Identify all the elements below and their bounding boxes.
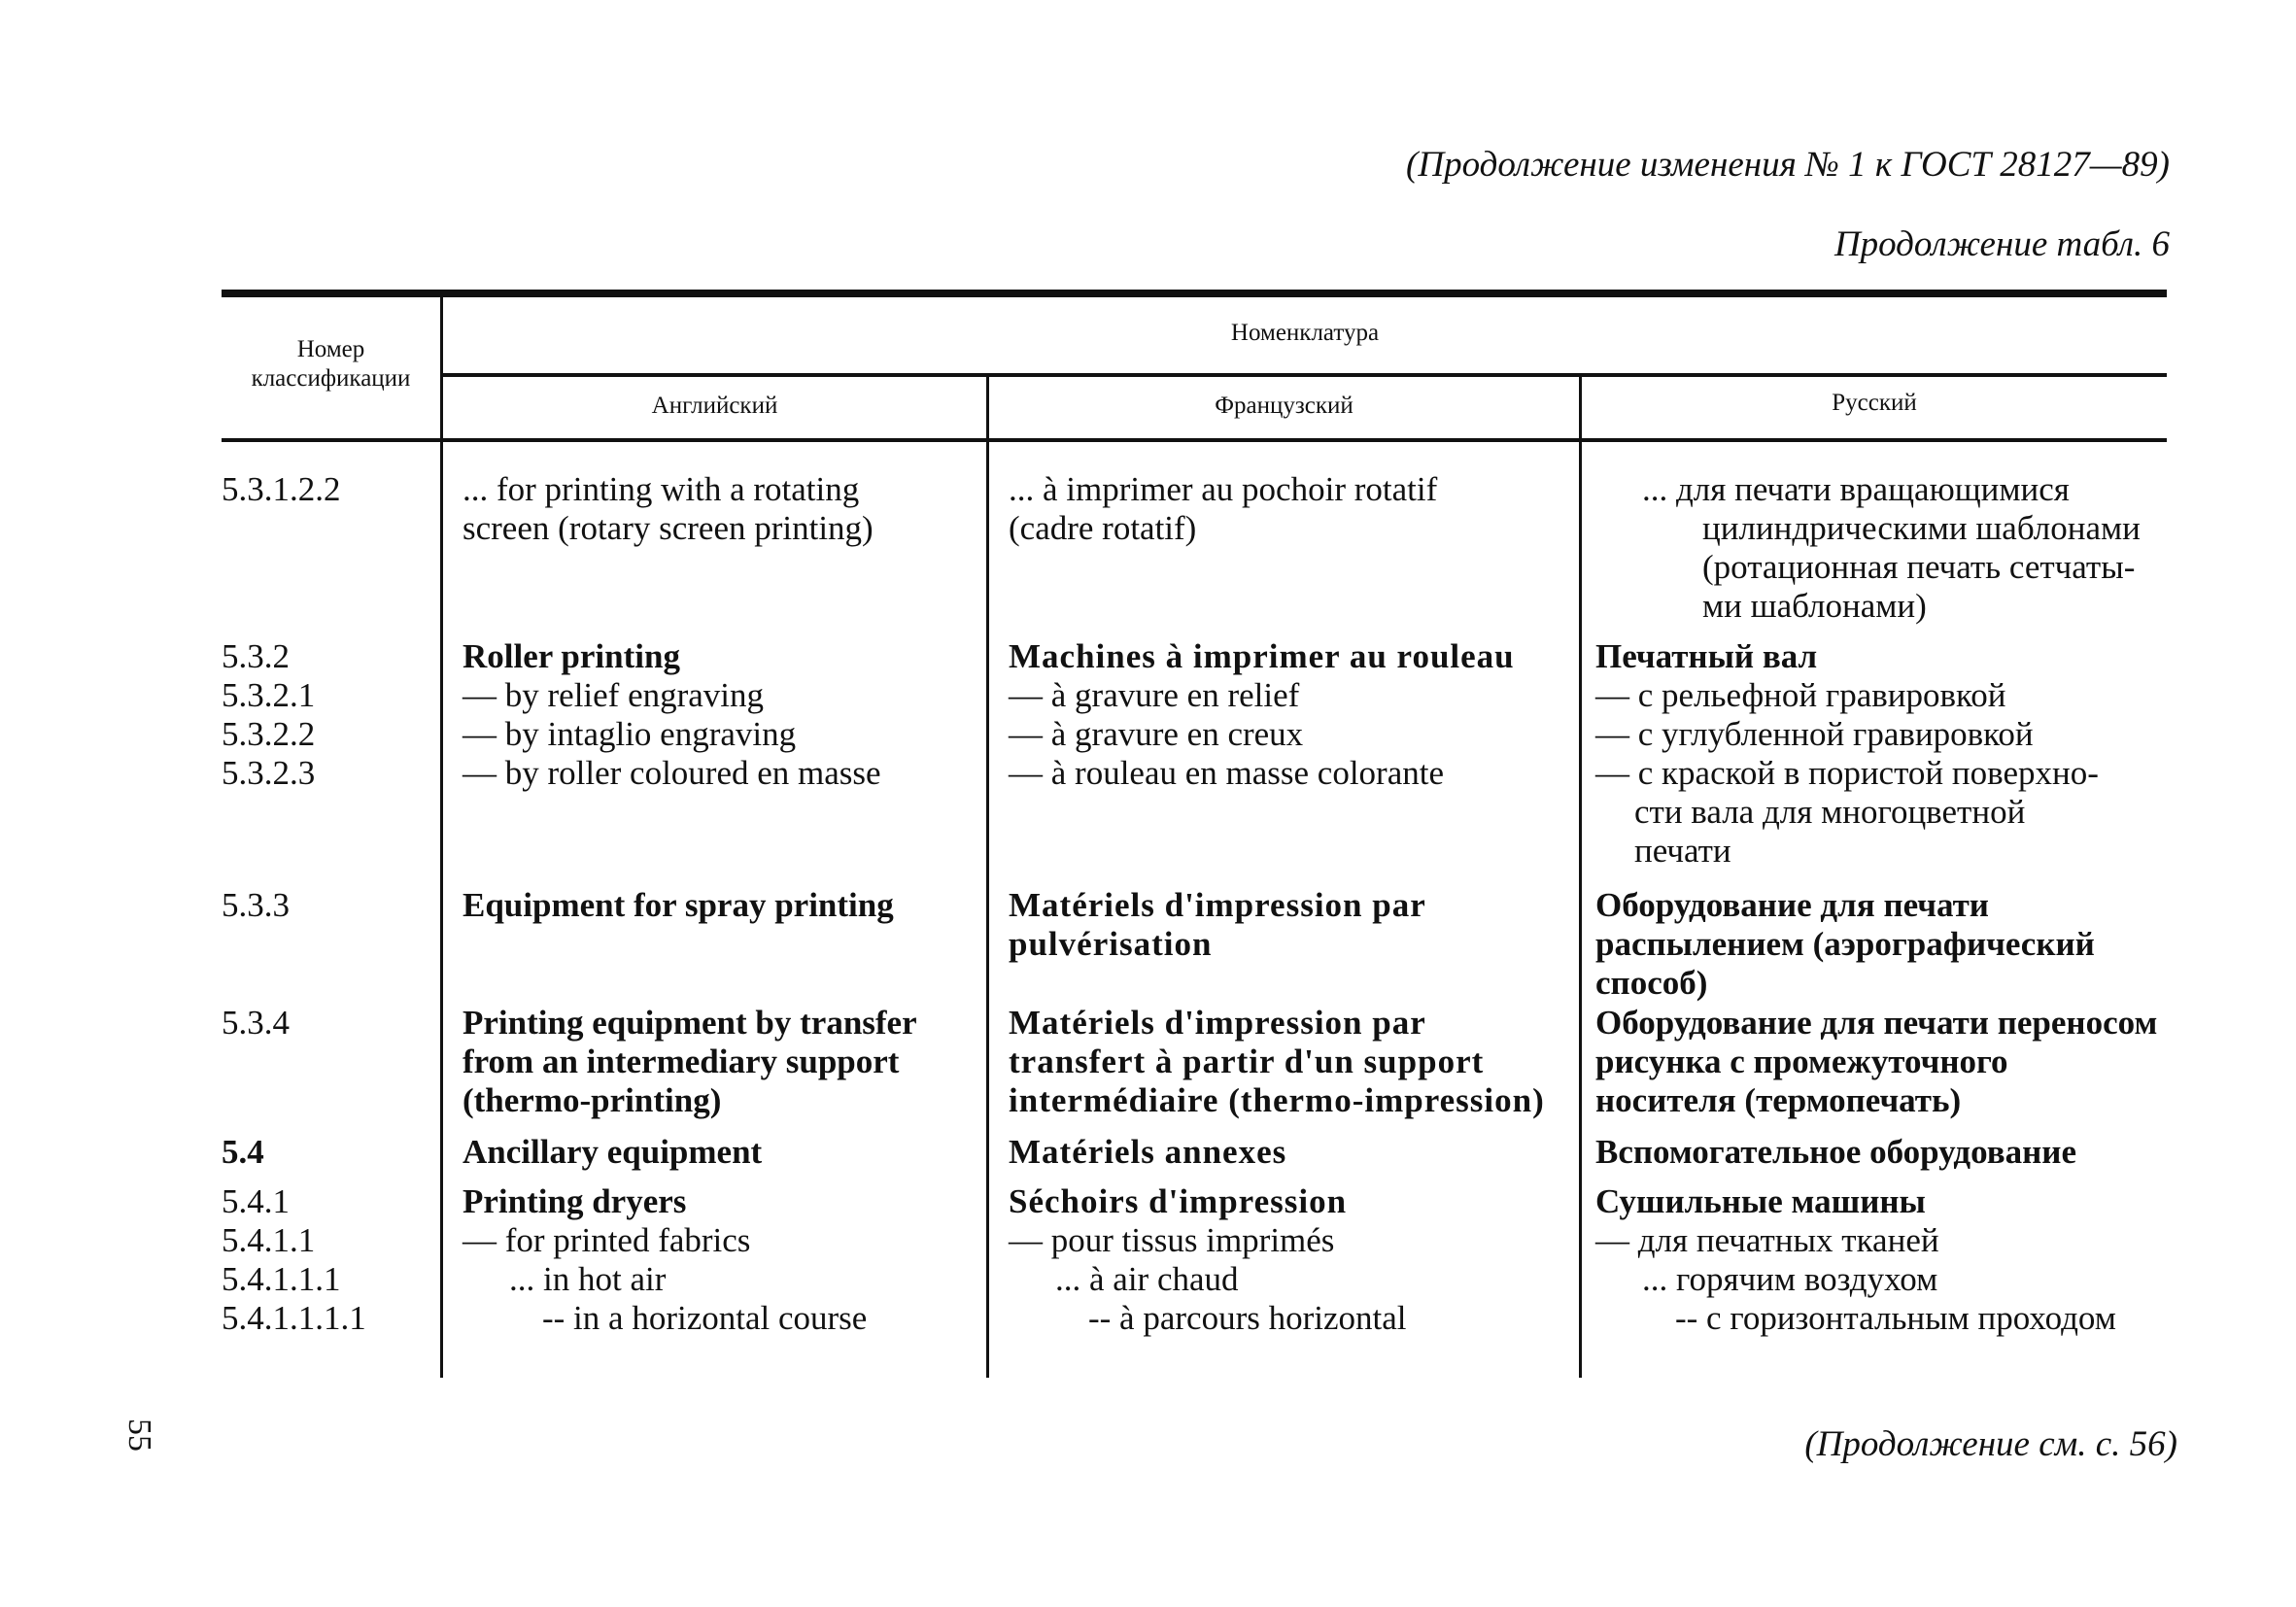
russian-term: Оборудование для печати переносом	[1595, 1004, 2158, 1042]
french-term: — à gravure en creux	[1009, 715, 1304, 753]
english-term: — by relief engraving	[463, 676, 765, 714]
french-term: -- à parcours horizontal	[1088, 1299, 1407, 1337]
table-row-english	[463, 1133, 762, 1172]
english-term: -- in a horizontal course	[542, 1299, 868, 1337]
table-row-russian	[1595, 1182, 2116, 1338]
french-term: Matériels annexes	[1009, 1133, 1287, 1171]
table-row-french	[1009, 1182, 1407, 1338]
english-term: — by intaglio engraving	[463, 715, 797, 753]
russian-term: цилиндрическими шаблонами	[1702, 509, 2141, 547]
french-term: Machines à imprimer au rouleau	[1009, 637, 1515, 675]
table-row-french	[1009, 1133, 1286, 1172]
english-term: — for printed fabrics	[463, 1221, 751, 1259]
table-row-english	[463, 1004, 917, 1120]
table-row-number	[222, 1133, 435, 1172]
table-row-english	[463, 1182, 867, 1338]
french-term: — à rouleau en masse colorante	[1009, 754, 1445, 792]
french-term: — pour tissus imprimés	[1009, 1221, 1335, 1259]
french-term: ... à imprimer au pochoir rotatif	[1009, 470, 1438, 508]
table-row-english	[463, 470, 874, 548]
french-term: ... à air chaud	[1055, 1260, 1239, 1298]
russian-term: носителя (термопечать)	[1595, 1081, 1962, 1119]
english-term: ... in hot air	[509, 1260, 667, 1298]
english-term: screen (rotary screen printing)	[463, 509, 874, 547]
table-top-rule	[222, 290, 2167, 297]
table-row-russian	[1595, 470, 2141, 626]
column-header-russian: Русский	[1832, 390, 1917, 416]
english-term: Ancillary equipment	[463, 1133, 763, 1171]
classification-number: 5.3.2.2	[222, 715, 316, 753]
table-row-english	[463, 886, 894, 925]
table-row-russian	[1595, 1004, 2157, 1120]
nomenclature-divider-rule	[442, 373, 2167, 377]
russian-term: Сушильные машины	[1595, 1182, 1926, 1220]
document-continuation-header: (Продолжение изменения № 1 к ГОСТ 28127—89)	[1406, 145, 2170, 185]
table-row-number	[222, 470, 435, 509]
column-divider-number	[440, 291, 443, 1378]
table-row-number	[222, 1004, 435, 1043]
russian-term: -- с горизонтальным проходом	[1675, 1299, 2116, 1337]
table-continuation-caption: Продолжение табл. 6	[1833, 224, 2170, 264]
russian-term: Вспомогательное оборудование	[1595, 1133, 2077, 1171]
column-header-number: Номер классификации	[251, 336, 411, 392]
column-divider-english	[986, 375, 989, 1378]
french-term: (cadre rotatif)	[1009, 509, 1197, 547]
classification-number: 5.4	[222, 1133, 264, 1171]
russian-term: ми шаблонами)	[1702, 587, 1927, 625]
french-term: transfert à partir d'un support	[1009, 1043, 1485, 1080]
header-bottom-rule	[222, 438, 2167, 442]
table-row-french	[1009, 886, 1426, 964]
classification-number: 5.3.4	[222, 1004, 290, 1042]
classification-number: 5.4.1.1.1.1	[222, 1299, 366, 1337]
table-row-number	[222, 637, 435, 793]
page-number: 55	[121, 1419, 157, 1452]
russian-term: печати	[1634, 832, 1731, 870]
column-header-english: Английский	[651, 393, 778, 419]
column-header-nomenclature: Номенклатура	[1230, 320, 1380, 346]
column-divider-french	[1579, 375, 1582, 1378]
russian-term: — с рельефной гравировкой	[1595, 676, 2006, 714]
table-row-number	[222, 1182, 435, 1338]
classification-number: 5.3.1.2.2	[222, 470, 341, 508]
english-term: Equipment for spray printing	[463, 886, 894, 924]
table-row-french	[1009, 637, 1515, 793]
table-row-russian	[1595, 637, 2099, 871]
classification-number: 5.4.1	[222, 1182, 290, 1220]
russian-term: способ)	[1595, 964, 1708, 1002]
russian-term: ... для печати вращающимися	[1642, 470, 2070, 508]
french-term: pulvérisation	[1009, 925, 1213, 963]
english-term: ... for printing with a rotating	[463, 470, 860, 508]
russian-term: (ротационная печать сетчаты-	[1702, 548, 2136, 586]
classification-number: 5.3.3	[222, 886, 290, 924]
classification-number: 5.4.1.1.1	[222, 1260, 341, 1298]
english-term: — by roller coloured en masse	[463, 754, 881, 792]
table-row-french	[1009, 1004, 1545, 1120]
table-row-french	[1009, 470, 1437, 548]
footer-continuation-note: (Продолжение см. с. 56)	[1804, 1424, 2177, 1464]
russian-term: рисунка с промежуточного	[1595, 1043, 2008, 1080]
russian-term: — для печатных тканей	[1595, 1221, 1939, 1259]
table-row-english	[463, 637, 881, 793]
russian-term: — с краской в пористой поверхно-	[1595, 754, 2099, 792]
english-term: (thermo-printing)	[463, 1081, 722, 1119]
french-term: intermédiaire (thermo-impression)	[1009, 1081, 1545, 1119]
russian-term: ... горячим воздухом	[1642, 1260, 1938, 1298]
french-term: — à gravure en relief	[1009, 676, 1300, 714]
column-header-french: Французский	[1215, 393, 1354, 419]
classification-number: 5.3.2.1	[222, 676, 316, 714]
french-term: Séchoirs d'impression	[1009, 1182, 1348, 1220]
table-row-russian	[1595, 886, 2095, 1003]
classification-number: 5.3.2.3	[222, 754, 316, 792]
russian-term: сти вала для многоцветной	[1634, 793, 2026, 831]
table-row-russian	[1595, 1133, 2076, 1172]
classification-number: 5.4.1.1	[222, 1221, 316, 1259]
english-term: Roller printing	[463, 637, 680, 675]
english-term: Printing dryers	[463, 1182, 687, 1220]
table-row-number	[222, 886, 435, 925]
classification-number: 5.3.2	[222, 637, 290, 675]
russian-term: распылением (аэрографический	[1595, 925, 2095, 963]
english-term: Printing equipment by transfer	[463, 1004, 917, 1042]
russian-term: Печатный вал	[1595, 637, 1818, 675]
english-term: from an intermediary support	[463, 1043, 900, 1080]
french-term: Matériels d'impression par	[1009, 886, 1426, 924]
russian-term: — с углубленной гравировкой	[1595, 715, 2034, 753]
russian-term: Оборудование для печати	[1595, 886, 1989, 924]
french-term: Matériels d'impression par	[1009, 1004, 1426, 1042]
